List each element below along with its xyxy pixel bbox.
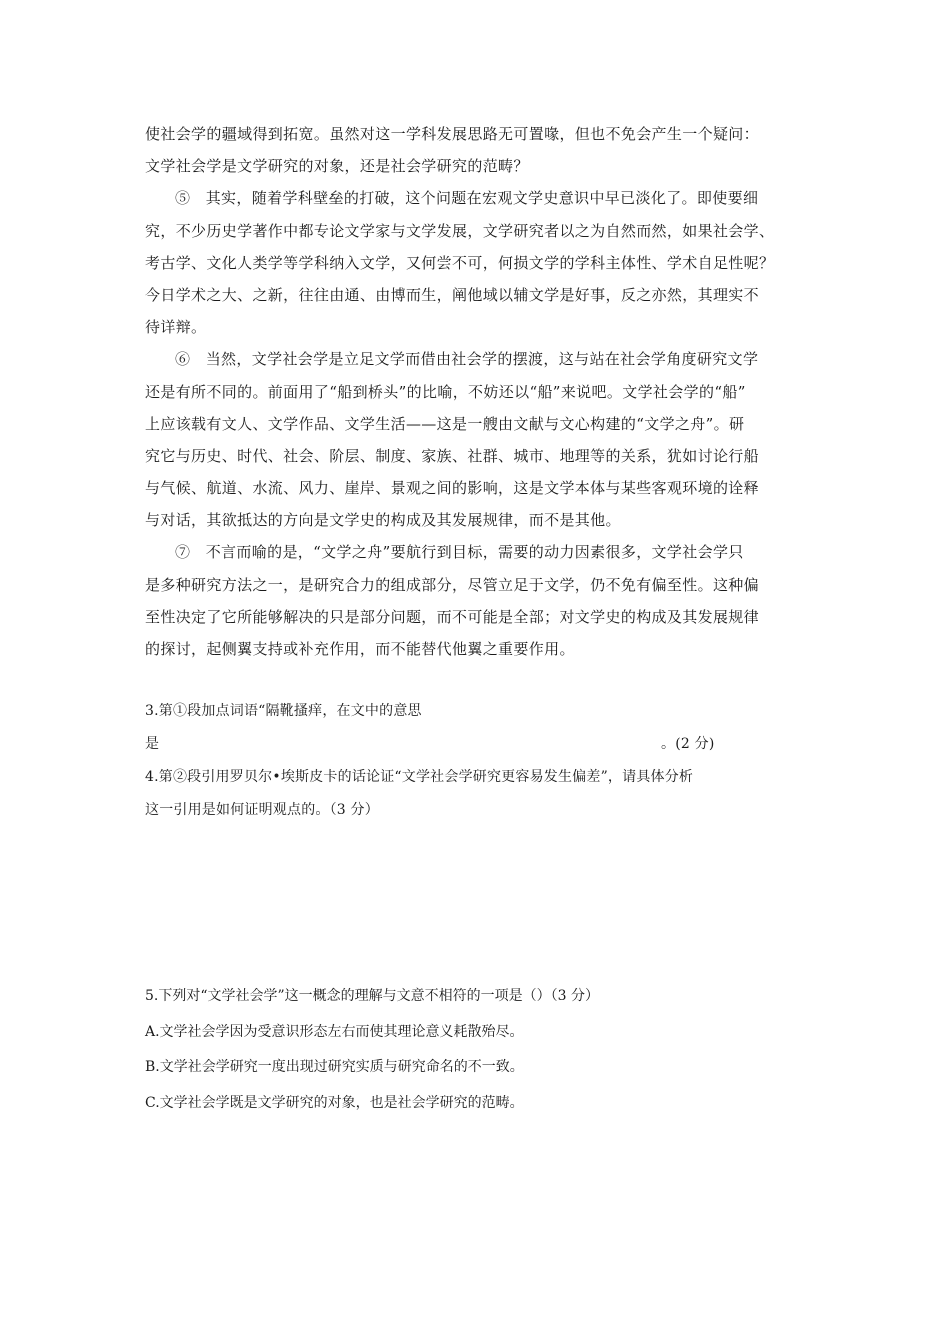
passage-paragraph-continuation <box>145 118 809 182</box>
question-5 <box>145 979 809 1121</box>
question-4 <box>145 761 809 827</box>
document-page <box>145 118 809 1121</box>
text-line: 还是有所不同的。前面用了“船到桥头”的比喻，不妨还以“船”来说吧。文学社会学的“船” <box>145 382 746 401</box>
question-3-stem: 3.第①段加点词语“隔靴搔痒，在文中的意思 <box>145 703 422 720</box>
question-5-stem: 5.下列对“文学社会学”这一概念的理解与文意不相符的一项是（）（3 分） <box>145 988 600 1005</box>
text-line: 与对话，其欲抵达的方向是文学史的构成及其发展规律，而不是其他。 <box>145 511 621 530</box>
question-3-answer-row <box>145 728 809 761</box>
spacer <box>145 665 809 695</box>
question-3-points: 。(2 分) <box>661 736 715 753</box>
question-5-option-a: A.文学社会学因为受意识形态左右而使其理论意义耗散殆尽。 <box>145 1023 524 1040</box>
text-line: 是多种研究方法之一，是研究合力的组成部分，尽管立足于文学，仍不免有偏至性。这种偏 <box>145 575 760 594</box>
question-5-option-c: C.文学社会学既是文学研究的对象，也是社会学研究的范畴。 <box>145 1094 524 1111</box>
text-line: 使社会学的疆域得到拓宽。虽然对这一学科发展思路无可置喙，但也不免会产生一个疑问： <box>145 125 760 143</box>
passage-paragraph-5 <box>145 182 809 343</box>
text-line: 考古学、文化人类学等学科纳入文学，又何尝不可，何损文学的学科主体性、学术自足性呢？ <box>145 253 775 272</box>
text-line: 的探讨，起侧翼支持或补充作用，而不能替代他翼之重要作用。 <box>145 640 575 658</box>
text-line: ⑤ 其实，随着学科壁垒的打破，这个问题在宏观文学史意识中早已淡化了。即使要细 <box>175 189 759 208</box>
passage-paragraph-7 <box>145 536 809 665</box>
question-5-option-b: B.文学社会学研究一度出现过研究实质与研究命名的不一致。 <box>145 1059 524 1076</box>
text-line: 至性决定了它所能够解决的只是部分问题，而不可能是全部；对文学史的构成及其发展规律 <box>145 607 760 626</box>
question-3-answer-head: 是 <box>145 736 160 753</box>
question-3 <box>145 695 809 761</box>
passage-paragraph-6 <box>145 343 809 536</box>
text-line: ⑥ 当然，文学社会学是立足文学而借由社会学的摆渡，这与站在社会学角度研究文学 <box>175 350 759 369</box>
text-line: 今日学术之大、之新，往往由通、由博而生，阐他域以辅文学是好事，反之亦然，其理实不 <box>145 285 760 304</box>
text-line: 究，不少历史学著作中都专论文学家与文学发展，文学研究者以之为自然而然，如果社会学、 <box>145 221 775 240</box>
question-4-stem-line2: 这一引用是如何证明观点的。（3 分） <box>145 802 379 819</box>
text-line: 与气候、航道、水流、风力、崖岸、景观之间的影响，这是文学本体与某些客观环境的诠释 <box>145 479 760 498</box>
text-line: 上应该载有文人、文学作品、文学生活——这是一艘由文献与文心构建的“文学之舟”。研 <box>145 414 745 433</box>
answer-space <box>145 827 809 979</box>
text-line: 待详辩。 <box>145 318 207 337</box>
text-line: ⑦ 不言而喻的是，“文学之舟”要航行到目标，需要的动力因素很多，文学社会学只 <box>175 543 744 562</box>
text-line: 究它与历史、时代、社会、阶层、制度、家族、社群、城市、地理等的关系，犹如讨论行船 <box>145 446 760 465</box>
text-line: 文学社会学是文学研究的对象，还是社会学研究的范畴？ <box>145 157 529 176</box>
question-4-stem-line1: 4.第②段引用罗贝尔•埃斯皮卡的话论证“文学社会学研究更容易发生偏差”，请具体分析 <box>145 769 694 786</box>
